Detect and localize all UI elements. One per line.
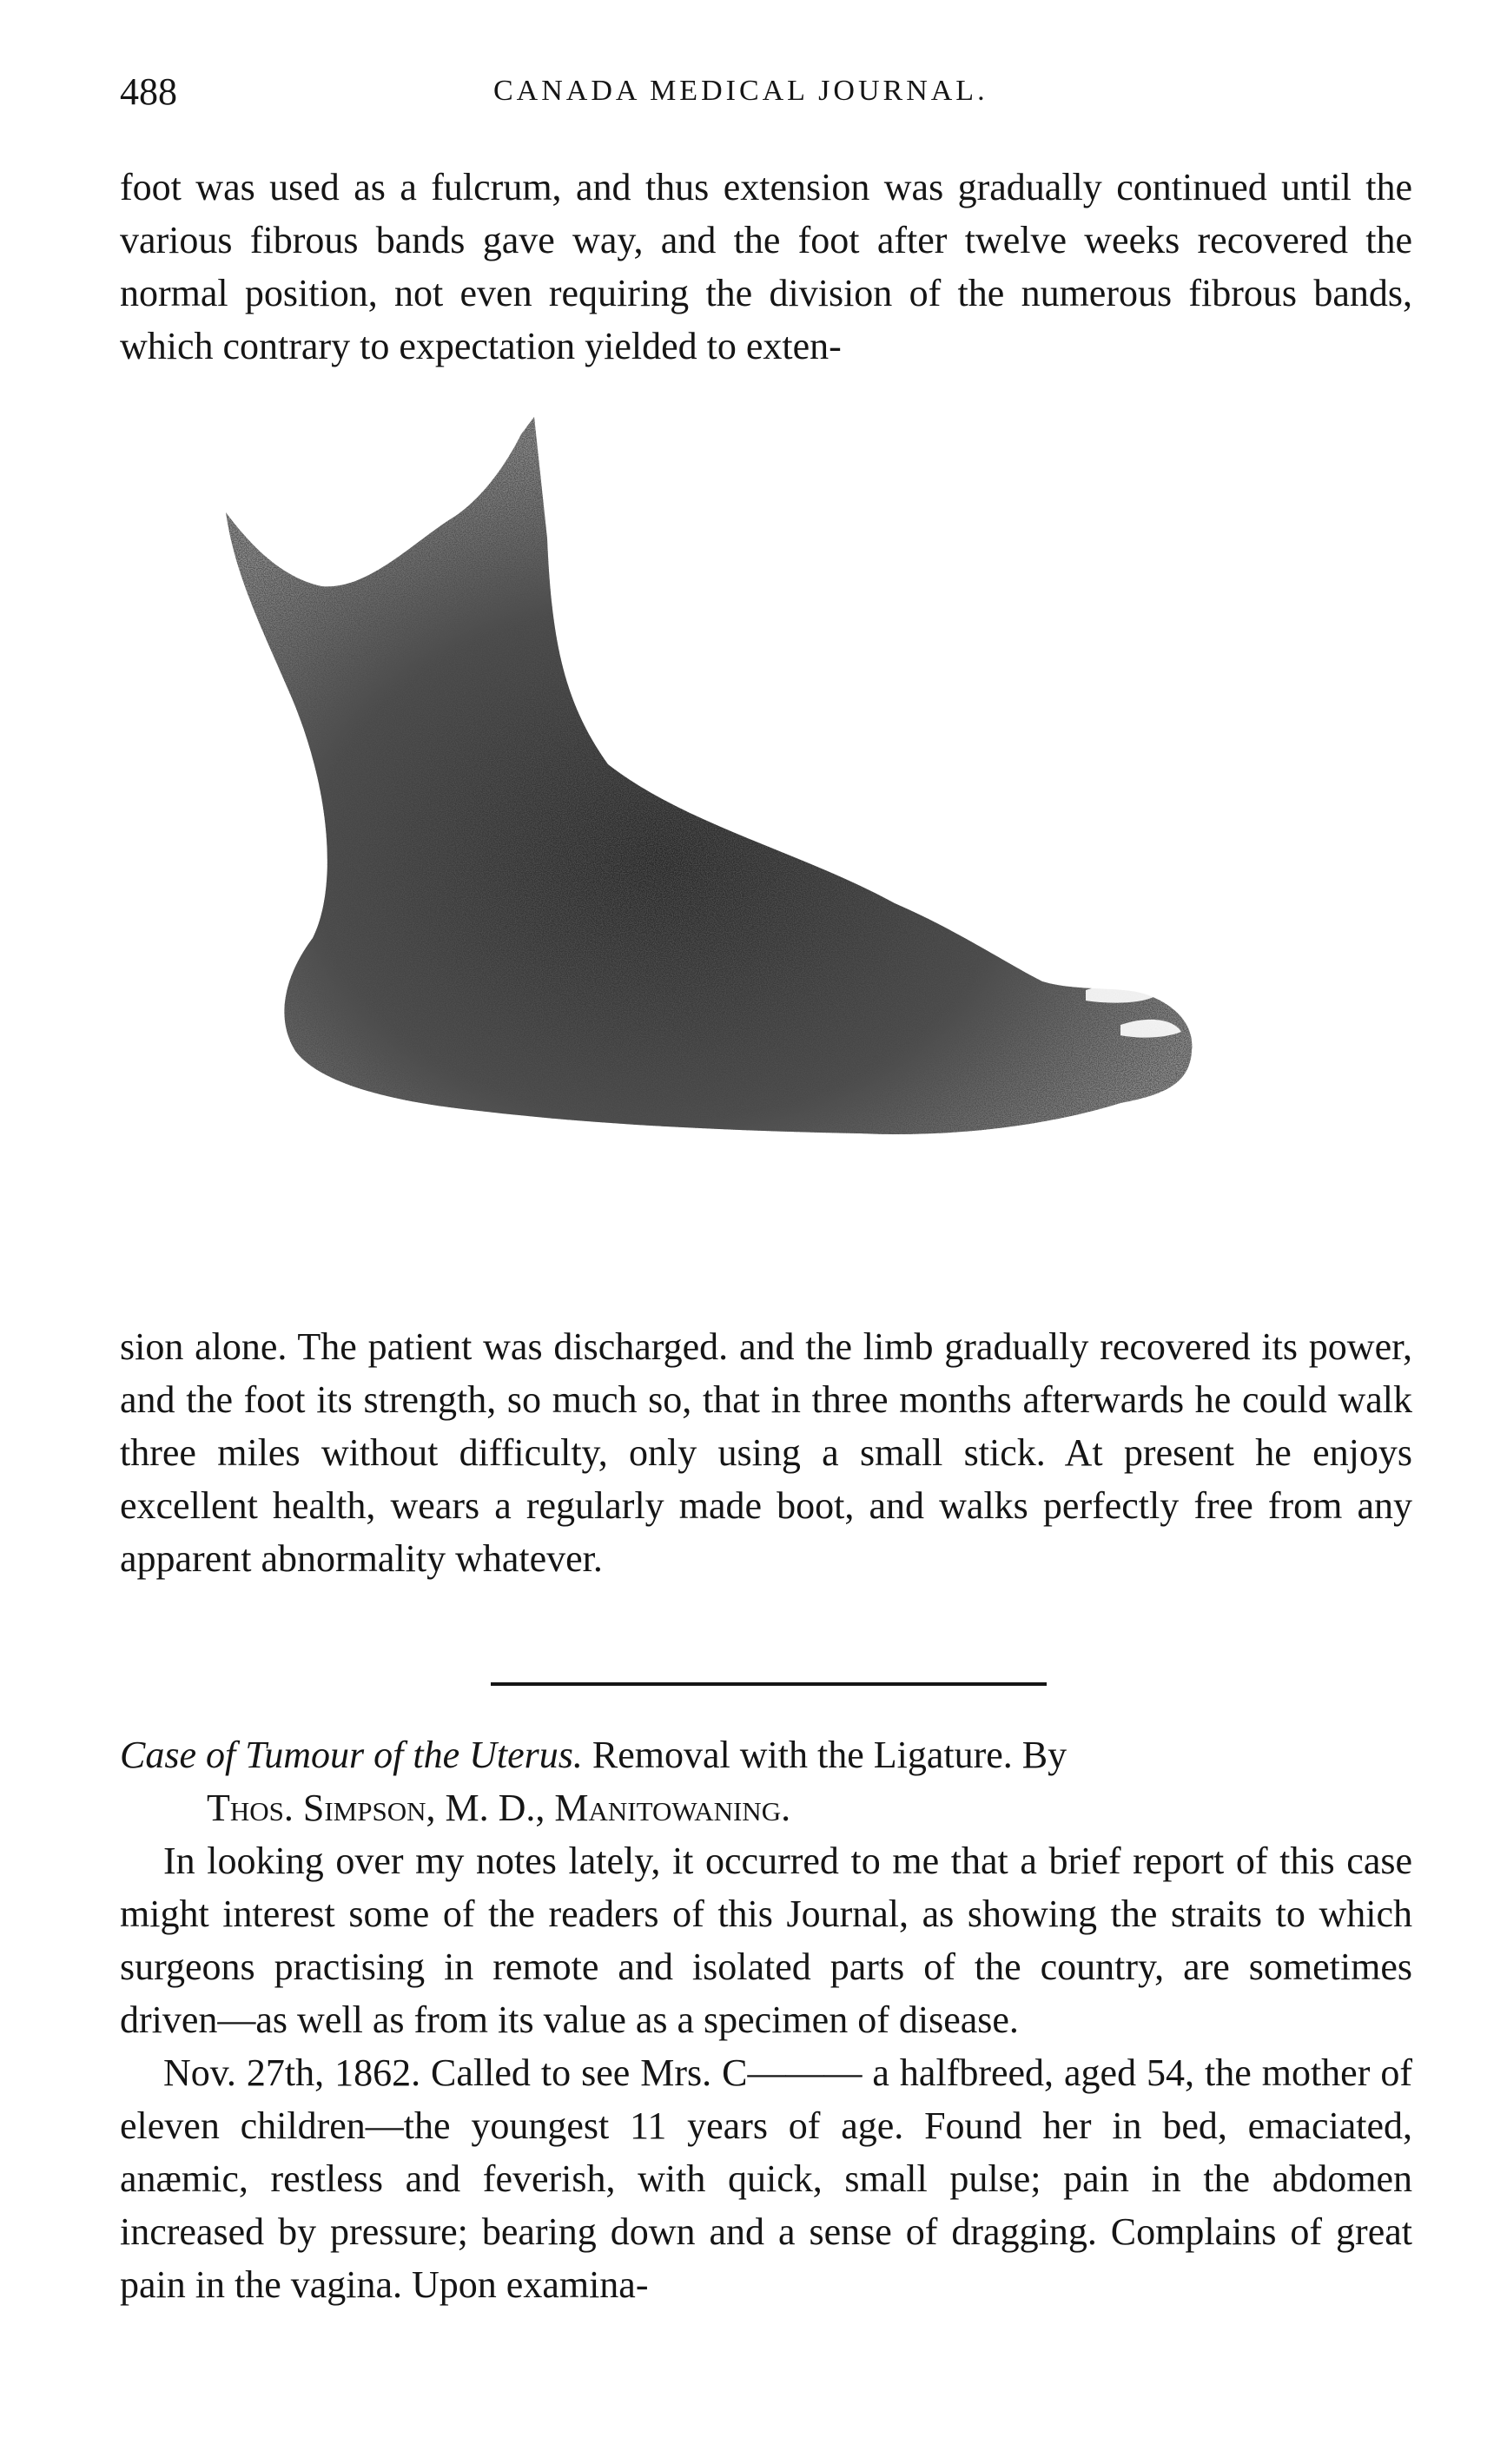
article-section — [120, 1728, 1412, 2311]
article-heading — [120, 1728, 1412, 1781]
continued-paragraph: foot was used as a fulcrum, and thus extension was gradually continued until the various fibrous bands gave way, and the foot after twelve weeks recovered the normal position, not even requiring the division of the numerous fibrous bands, which contrary to expectation yielded to exten- — [120, 166, 1412, 367]
toe-nail — [1086, 985, 1153, 1003]
journal-title: CANADA MEDICAL JOURNAL. — [493, 75, 988, 107]
conclusion-paragraph: sion alone. The patient was discharged. and the limb gradually recovered its power, and the foot its strength, so much so, that in three months afterwards he could walk three miles without difficulty, only using a small stick. At present he enjoys excellent health, wears a regularly made boot, and walks perfectly free from any apparent abnormality whatever. — [120, 1325, 1412, 1580]
page-number: 488 — [120, 70, 177, 113]
article-title: Case of Tumour of the Uterus. — [120, 1734, 583, 1776]
foot-engraving — [200, 417, 1364, 1285]
continued-text — [120, 161, 1412, 373]
article-subtitle: Removal with the Ligature. By — [592, 1734, 1067, 1776]
article-paragraph: In looking over my notes lately, it occurred to me that a brief report of this case might interest some of the readers of this Journal, as showing the straits to which surgeons practising in remote and isolated parts of the country, are sometimes driven—as well as from its value as a specimen of disease. — [120, 1840, 1412, 2041]
case-conclusion — [120, 1320, 1412, 1585]
article-paragraph: Nov. 27th, 1862. Called to see Mrs. C——— a halfbreed, aged 54, the mother of eleven children—the youngest 11 years of age. Found her in bed, emaciated, anæmic, restless and feverish, with quick, small pulse; pain in the abdomen increased by pressure; bearing down and a sense of dragging. Complains of great pain in the vagina. Upon examina- — [120, 2051, 1412, 2306]
article-byline: Thos. Simpson, M. D., Manitowaning. — [207, 1787, 791, 1829]
running-head — [120, 69, 1414, 122]
foot-illustration — [200, 417, 1364, 1285]
section-divider — [491, 1682, 1047, 1686]
